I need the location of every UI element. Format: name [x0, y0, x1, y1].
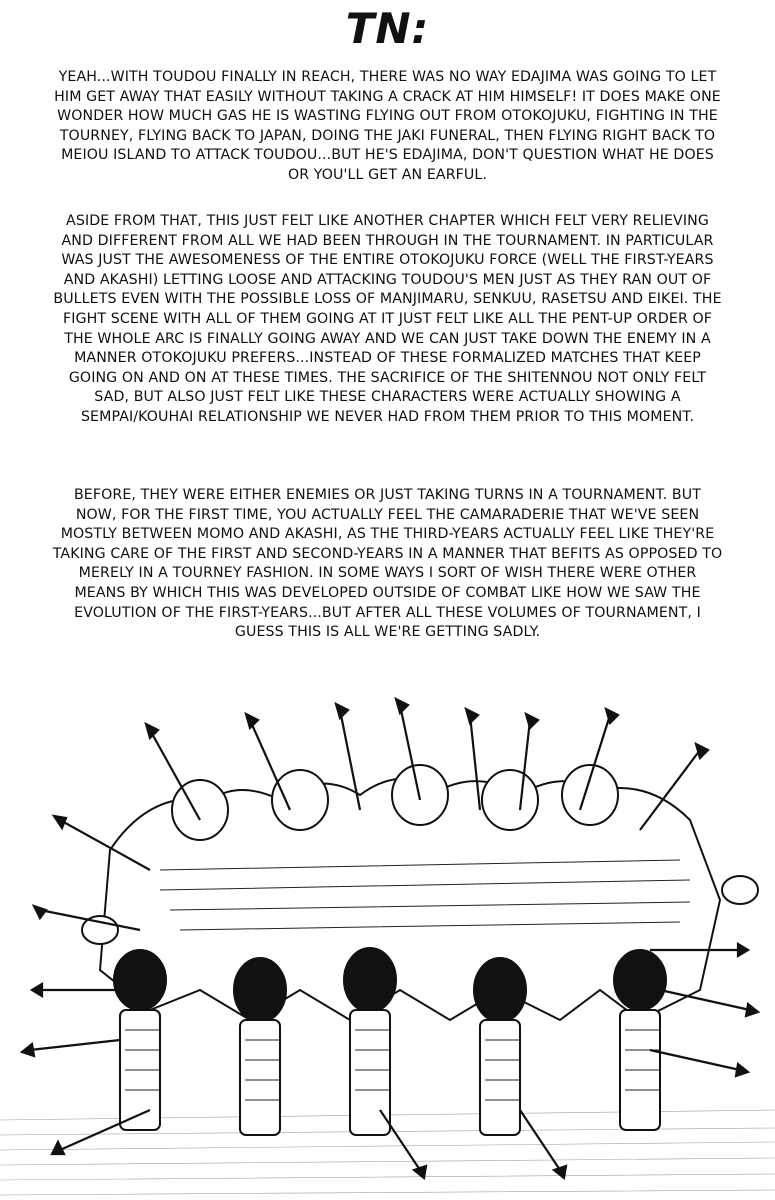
translator-note-paragraph-1: YEAH...WITH TOUDOU FINALLY IN REACH, THERE WAS NO WAY EDAJIMA WAS GOING TO LET HIM GET AWAY THAT EASILY WITHOUT TAKING A CRACK AT HIM HIMSELF! IT DOES MAKE ONE WONDER HOW MUCH GAS HE IS WASTING FLYING OUT FROM OTOKOJUKU, FIGHTING IN THE TOURNEY, FLYING BACK TO JAPAN, DOING THE JAKI FUNERAL, THEN FLYING RIGHT BACK TO MEIOU ISLAND TO ATTACK TOUDOU...BUT HE'S EDAJIMA, DON'T QUESTION WHAT HE DOES OR YOU'LL GET AN EARFUL.: [54, 69, 721, 183]
translator-note-paragraph-3: BEFORE, THEY WERE EITHER ENEMIES OR JUST TAKING TURNS IN A TOURNAMENT. BUT NOW, FOR THE FIRST TIME, YOU ACTUALLY FEEL THE CAMARADERIE THAT WE'VE SEEN MOSTLY BETWEEN MOMO AND AKASHI, AS THE THIRD-YEARS ACTUALLY FEEL LIKE THEY'RE TAKING CARE OF THE FIRST AND SECOND-YEARS IN A MANNER THAT BEFITS AS OPPOSED TO MERELY IN A TOURNEY FASHION. IN SOME WAYS I SORT OF WISH THERE WERE OTHER MEANS BY WHICH THIS WAS DEVELOPED OUTSIDE OF COMBAT LIKE HOW WE SAW THE EVOLUTION OF THE FIRST-YEARS...BUT AFTER ALL THESE VOLUMES OF TOURNAMENT, I GUESS THIS IS ALL WE'RE GETTING SADLY.: [52, 487, 723, 641]
page-title: TN:: [345, 4, 430, 53]
translator-note-paragraph-2: ASIDE FROM THAT, THIS JUST FELT LIKE ANOTHER CHAPTER WHICH FELT VERY RELIEVING AND DIFFERENT FROM ALL WE HAD BEEN THROUGH IN THE TOURNAMENT. IN PARTICULAR WAS JUST THE AWESOMENESS OF THE ENTIRE OTOKOJUKU FORCE (WELL THE FIRST-YEARS AND AKASHI) LETTING LOOSE AND ATTACKING TOUDOU'S MEN JUST AS THEY RAN OUT OF BULLETS EVEN WITH THE POSSIBLE LOSS OF MANJIMARU, SENKUU, RASETSU AND EIKEI. THE FIGHT SCENE WITH ALL OF THEM GOING AT IT JUST FELT LIKE ALL THE PENT-UP ORDER OF THE WHOLE ARC IS FINALLY GOING AWAY AND WE CAN JUST TAKE DOWN THE ENEMY IN A MANNER OTOKOJUKU PREFERS...INSTEAD OF THESE FORMALIZED MATCHES THAT KEEP GOING ON AND ON AT THESE TIMES. THE SACRIFICE OF THE SHITENNOU NOT ONLY FELT SAD, BUT ALSO JUST FELT LIKE THESE CHARACTERS WERE ACTUALLY SHOWING A SEMPAI/KOUHAI RELATIONSHIP WE NEVER HAD FROM THEM PRIOR TO THIS MOMENT.: [53, 213, 722, 425]
manga-illustration-warriors-with-arrows: [0, 690, 775, 1200]
